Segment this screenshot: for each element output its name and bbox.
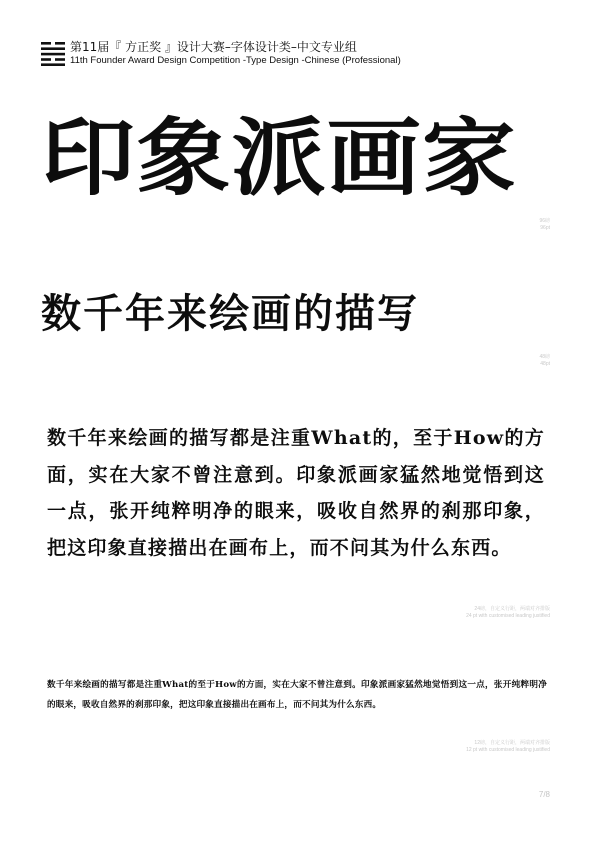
caption-96pt bbox=[539, 218, 550, 232]
competition-title-cn: 第11届『 方正奖 』设计大赛–字体设计类–中文专业组 bbox=[70, 40, 357, 54]
competition-title-en: 11th Founder Award Design Competition -Type Design -Chinese (Professional) bbox=[70, 55, 401, 66]
caption-24pt-cn: 24磅，自定义行距，两端对齐排版 bbox=[474, 606, 550, 612]
caption-48pt-en: 48pt bbox=[540, 361, 550, 367]
sample-48pt: 数千年来绘画的描写 bbox=[41, 290, 419, 337]
founder-logo-icon bbox=[41, 42, 65, 66]
caption-96pt-en: 96pt bbox=[540, 225, 550, 231]
caption-24pt bbox=[466, 606, 550, 620]
page-header bbox=[41, 40, 561, 70]
sample-12pt-paragraph: 数千年来绘画的描写都是注重What的至于How的方面，实在大家不曾注意到。印象派画家猛然地觉悟到这一点，张开纯粹明净的眼来，吸收自然界的刹那印象，把这印象直接描出在画布上，而不问其为什么东西。 bbox=[47, 680, 547, 710]
caption-24pt-en: 24 pt with customised leading justified bbox=[466, 613, 550, 619]
sample-96pt: 印象派画家 bbox=[41, 108, 518, 207]
caption-12pt bbox=[466, 740, 550, 754]
caption-48pt bbox=[539, 354, 550, 368]
page-number: 7/8 bbox=[538, 790, 550, 799]
caption-48pt-cn: 48磅 bbox=[539, 354, 550, 360]
caption-96pt-cn: 96磅 bbox=[539, 218, 550, 224]
caption-12pt-en: 12 pt with customised leading justified bbox=[466, 747, 550, 753]
sample-24pt-paragraph: 数千年来绘画的描写都是注重What的，至于How的方面，实在大家不曾注意到。印象派画家猛然地觉悟到这一点，张开纯粹明净的眼来，吸收自然界的刹那印象，把这印象直接描出在画布上，而不问其为什么东西。 bbox=[47, 427, 545, 559]
caption-12pt-cn: 12磅，自定义行距，两端对齐排版 bbox=[474, 740, 550, 746]
